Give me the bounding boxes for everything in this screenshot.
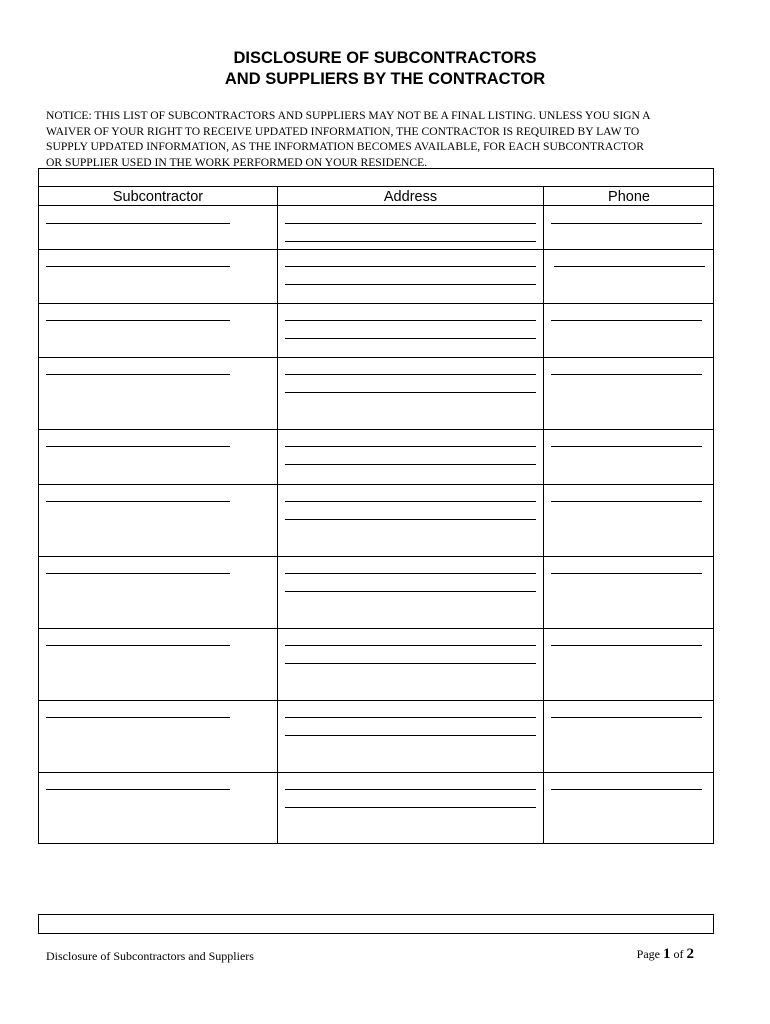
phone-line-row-1[interactable]: [551, 223, 702, 224]
address-line2-row-9[interactable]: [285, 735, 536, 736]
address-line2-row-3[interactable]: [285, 338, 536, 339]
row-divider-7: [39, 556, 713, 557]
document-title-line2: AND SUPPLIERS BY THE CONTRACTOR: [224, 70, 546, 88]
column-divider-2: [543, 187, 544, 843]
address-line2-row-4[interactable]: [285, 392, 536, 393]
subcontractor-line-row-3[interactable]: [46, 320, 230, 321]
row-divider-5: [39, 429, 713, 430]
address-line2-row-8[interactable]: [285, 663, 536, 664]
header-bottom-line: [39, 205, 713, 206]
subcontractor-table: [38, 168, 714, 844]
address-line1-row-3[interactable]: [285, 320, 536, 321]
subcontractor-line-row-9[interactable]: [46, 717, 230, 718]
phone-line-row-8[interactable]: [551, 645, 702, 646]
row-divider-2: [39, 249, 713, 250]
address-line2-row-7[interactable]: [285, 591, 536, 592]
page-of: of: [673, 947, 684, 961]
address-line1-row-4[interactable]: [285, 374, 536, 375]
phone-line-row-3[interactable]: [551, 320, 702, 321]
row-divider-8: [39, 628, 713, 629]
phone-line-row-10[interactable]: [551, 789, 702, 790]
page-number: [637, 945, 694, 963]
phone-line-row-9[interactable]: [551, 717, 702, 718]
header-address: Address: [383, 189, 438, 205]
phone-line-row-7[interactable]: [551, 573, 702, 574]
subcontractor-line-row-6[interactable]: [46, 501, 230, 502]
phone-line-row-6[interactable]: [551, 501, 702, 502]
subcontractor-line-row-7[interactable]: [46, 573, 230, 574]
subcontractor-line-row-10[interactable]: [46, 789, 230, 790]
document-title-line1: DISCLOSURE OF SUBCONTRACTORS: [233, 49, 537, 67]
address-line1-row-7[interactable]: [285, 573, 536, 574]
notice-line-3: SUPPLY UPDATED INFORMATION, AS THE INFORMATION BECOMES AVAILABLE, FOR EACH SUBCONTRACTOR: [46, 140, 644, 153]
address-line2-row-1[interactable]: [285, 241, 536, 242]
header-subcontractor: Subcontractor: [112, 189, 204, 205]
subcontractor-line-row-2[interactable]: [46, 266, 230, 267]
subcontractor-line-row-1[interactable]: [46, 223, 230, 224]
phone-line-row-5[interactable]: [551, 446, 702, 447]
address-line2-row-6[interactable]: [285, 519, 536, 520]
notice-line-2: WAIVER OF YOUR RIGHT TO RECEIVE UPDATED INFORMATION, THE CONTRACTOR IS REQUIRED BY LAW TO: [46, 124, 640, 138]
column-divider-1: [277, 187, 278, 843]
address-line1-row-9[interactable]: [285, 717, 536, 718]
footer-document-name: Disclosure of Subcontractors and Suppliers: [46, 949, 254, 963]
subcontractor-line-row-8[interactable]: [46, 645, 230, 646]
address-line2-row-5[interactable]: [285, 464, 536, 465]
row-divider-4: [39, 357, 713, 358]
address-line1-row-10[interactable]: [285, 789, 536, 790]
row-divider-6: [39, 484, 713, 485]
address-line1-row-8[interactable]: [285, 645, 536, 646]
subcontractor-line-row-4[interactable]: [46, 374, 230, 375]
page-label: Page: [636, 947, 660, 961]
page-current: 1: [663, 946, 671, 962]
address-line2-row-2[interactable]: [285, 284, 536, 285]
page-total: 2: [686, 946, 694, 962]
table-top-band: [39, 169, 713, 187]
address-line2-row-10[interactable]: [285, 807, 536, 808]
notice-text: [46, 108, 726, 170]
phone-line-row-4[interactable]: [551, 374, 702, 375]
address-line1-row-2[interactable]: [285, 266, 536, 267]
header-phone: Phone: [608, 189, 650, 205]
address-line1-row-5[interactable]: [285, 446, 536, 447]
row-divider-9: [39, 700, 713, 701]
notice-line-4: OR SUPPLIER USED IN THE WORK PERFORMED ON YOUR RESIDENCE.: [46, 155, 428, 169]
notice-line-1: NOTICE: THIS LIST OF SUBCONTRACTORS AND SUPPLIERS MAY NOT BE A FINAL LISTING. UNLESS YOU SIGN A: [46, 109, 651, 122]
footer-box: [38, 914, 714, 934]
subcontractor-line-row-5[interactable]: [46, 446, 230, 447]
phone-line-row-2[interactable]: [554, 266, 705, 267]
row-divider-3: [39, 303, 713, 304]
address-line1-row-1[interactable]: [285, 223, 536, 224]
address-line1-row-6[interactable]: [285, 501, 536, 502]
row-divider-10: [39, 772, 713, 773]
